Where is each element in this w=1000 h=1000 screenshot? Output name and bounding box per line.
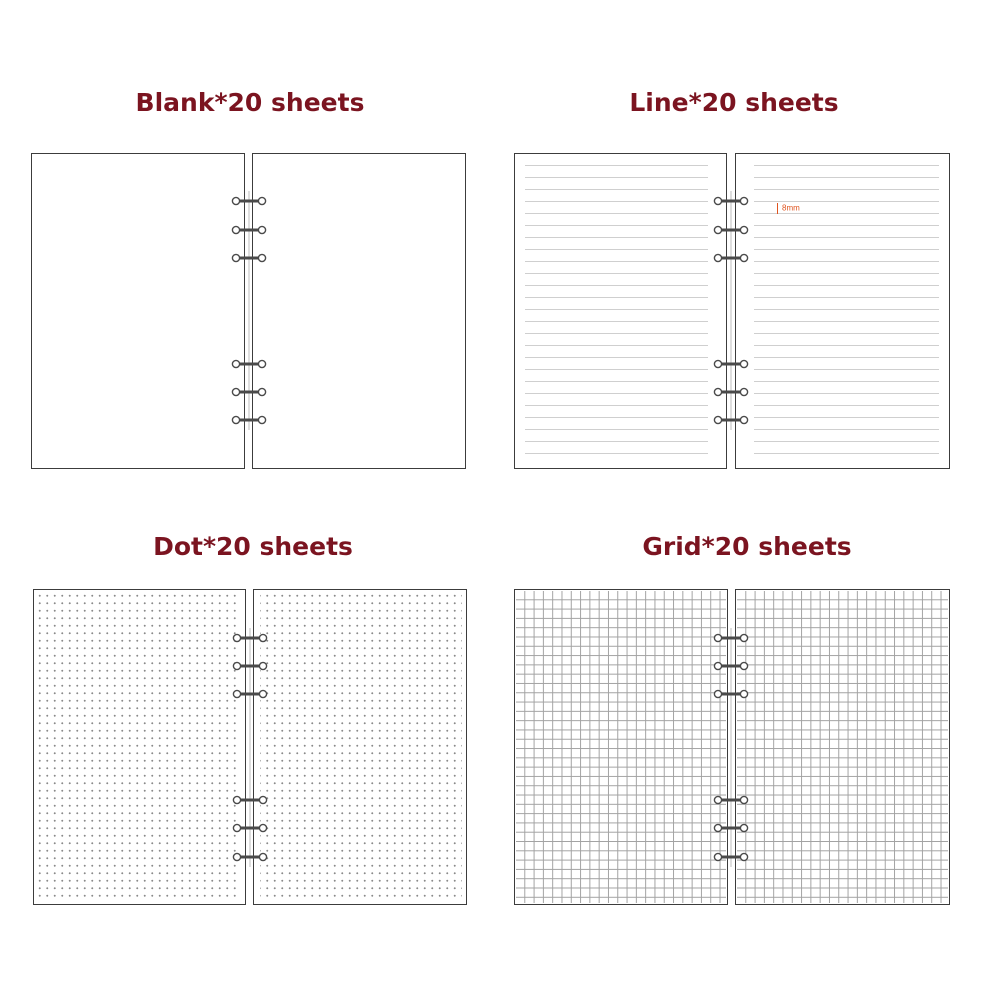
- line-title: Line*20 sheets: [629, 88, 839, 117]
- line-spacing-label: 8mm: [782, 203, 800, 213]
- grid-title: Grid*20 sheets: [642, 532, 852, 561]
- dot-title: Dot*20 sheets: [153, 532, 353, 561]
- blank-title: Blank*20 sheets: [135, 88, 365, 117]
